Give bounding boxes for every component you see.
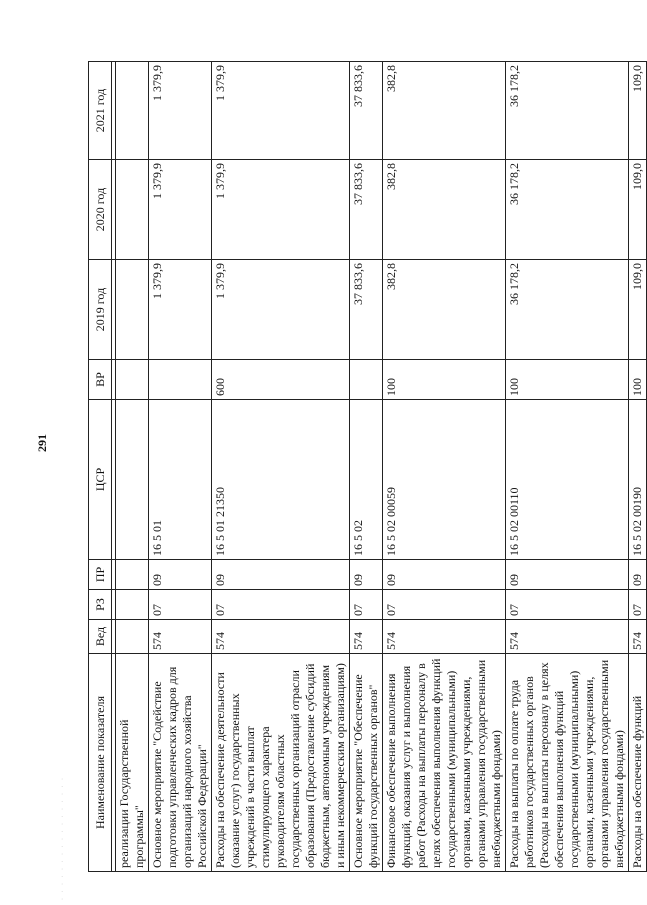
- cell-2019: [116, 260, 149, 360]
- header-csr: ЦСР: [89, 400, 112, 560]
- header-rz: РЗ: [89, 590, 112, 620]
- cell-vr: [149, 360, 212, 400]
- cell-pr: 09: [149, 560, 212, 590]
- cell-name: Расходы на обеспечение деятельности (оказание услуг) государственных учреждений в части выплат стимулирующего характера руководителям областных государственных организаций отрасли образования (Предоставление субсидий бюджетным, автономным учреждениям и иным некоммерческим организациям): [212, 654, 350, 872]
- cell-vr: 100: [506, 360, 629, 400]
- cell-pr: 09: [350, 560, 383, 590]
- page-number: 291: [35, 434, 49, 452]
- cell-csr: 16 5 02: [350, 400, 383, 560]
- cell-2021: 382,8: [383, 62, 506, 160]
- cell-2021: 1 379,9: [149, 62, 212, 160]
- cell-rz: 07: [212, 590, 350, 620]
- cell-2020: 109,0: [629, 160, 647, 260]
- cell-csr: 16 5 02 00110: [506, 400, 629, 560]
- cell-rz: 07: [383, 590, 506, 620]
- cell-ved: [116, 620, 149, 654]
- cell-ved: 574: [149, 620, 212, 654]
- cell-pr: 09: [629, 560, 647, 590]
- rotated-table-container: [88, 62, 644, 872]
- cell-2021: 36 178,2: [506, 62, 629, 160]
- header-2021: 2021 год: [89, 62, 112, 160]
- table-row: [116, 62, 149, 872]
- cell-ved: 574: [629, 620, 647, 654]
- cell-csr: 16 5 02 00059: [383, 400, 506, 560]
- cell-rz: [116, 590, 149, 620]
- cell-2021: 1 379,9: [212, 62, 350, 160]
- cell-csr: [116, 400, 149, 560]
- table-row: [629, 62, 647, 872]
- table-row: [212, 62, 350, 872]
- cell-name: Основное мероприятие "Содействие подготовки управленческих кадров для организаций народного хозяйства Российской Федерации": [149, 654, 212, 872]
- table-row: [350, 62, 383, 872]
- cell-name: реализации Государственной программы": [116, 654, 149, 872]
- cell-2019: 109,0: [629, 260, 647, 360]
- cell-name: Финансовое обеспечение выполнения функций, оказания услуг и выполнения работ (Расходы на выплаты персоналу в целях обеспечения выполнения функций государственными (муниципальными) органами, казенными учреждениями, органами управления государственными внебюджетными фондами): [383, 654, 506, 872]
- cell-pr: 09: [506, 560, 629, 590]
- cell-ved: 574: [506, 620, 629, 654]
- cell-pr: [116, 560, 149, 590]
- header-2020: 2020 год: [89, 160, 112, 260]
- header-name: Наименование показателя: [89, 654, 112, 872]
- cell-pr: 09: [212, 560, 350, 590]
- cell-pr: 09: [383, 560, 506, 590]
- cell-2020: 1 379,9: [149, 160, 212, 260]
- cell-2020: [116, 160, 149, 260]
- budget-table: [88, 61, 647, 872]
- cell-ved: 574: [383, 620, 506, 654]
- cell-vr: 100: [629, 360, 647, 400]
- header-ved: Вед: [89, 620, 112, 654]
- table-row: [149, 62, 212, 872]
- cell-rz: 07: [506, 590, 629, 620]
- scan-margin-marks: · · · · · · · · · · · · · · · · ·: [60, 776, 66, 900]
- cell-rz: 07: [629, 590, 647, 620]
- cell-2019: 36 178,2: [506, 260, 629, 360]
- cell-csr: 16 5 01 21350: [212, 400, 350, 560]
- cell-vr: 600: [212, 360, 350, 400]
- cell-rz: 07: [149, 590, 212, 620]
- cell-2021: 37 833,6: [350, 62, 383, 160]
- table-row: [506, 62, 629, 872]
- header-pr: ПР: [89, 560, 112, 590]
- cell-2019: 1 379,9: [149, 260, 212, 360]
- cell-ved: 574: [212, 620, 350, 654]
- cell-2020: 37 833,6: [350, 160, 383, 260]
- cell-name: Расходы на обеспечение функций: [629, 654, 647, 872]
- header-2019: 2019 год: [89, 260, 112, 360]
- cell-2020: 382,8: [383, 160, 506, 260]
- header-vr: ВР: [89, 360, 112, 400]
- cell-rz: 07: [350, 590, 383, 620]
- cell-2021: 109,0: [629, 62, 647, 160]
- cell-name: Расходы на выплаты по оплате труда работников государственных органов (Расходы на выплаты персоналу в целях обеспечения выполнения функций государственными (муниципальными) органами, казенными учреждениями, органами управления государственными внебюджетными фондами): [506, 654, 629, 872]
- cell-csr: 16 5 02 00190: [629, 400, 647, 560]
- cell-2019: 37 833,6: [350, 260, 383, 360]
- table-header-row: [89, 62, 112, 872]
- cell-2021: [116, 62, 149, 160]
- cell-vr: 100: [383, 360, 506, 400]
- cell-csr: 16 5 01: [149, 400, 212, 560]
- cell-ved: 574: [350, 620, 383, 654]
- cell-vr: [116, 360, 149, 400]
- cell-vr: [350, 360, 383, 400]
- cell-2020: 36 178,2: [506, 160, 629, 260]
- cell-2019: 382,8: [383, 260, 506, 360]
- table-row: [383, 62, 506, 872]
- cell-2019: 1 379,9: [212, 260, 350, 360]
- cell-2020: 1 379,9: [212, 160, 350, 260]
- cell-name: Основное мероприятие "Обеспечение функций государственных органов": [350, 654, 383, 872]
